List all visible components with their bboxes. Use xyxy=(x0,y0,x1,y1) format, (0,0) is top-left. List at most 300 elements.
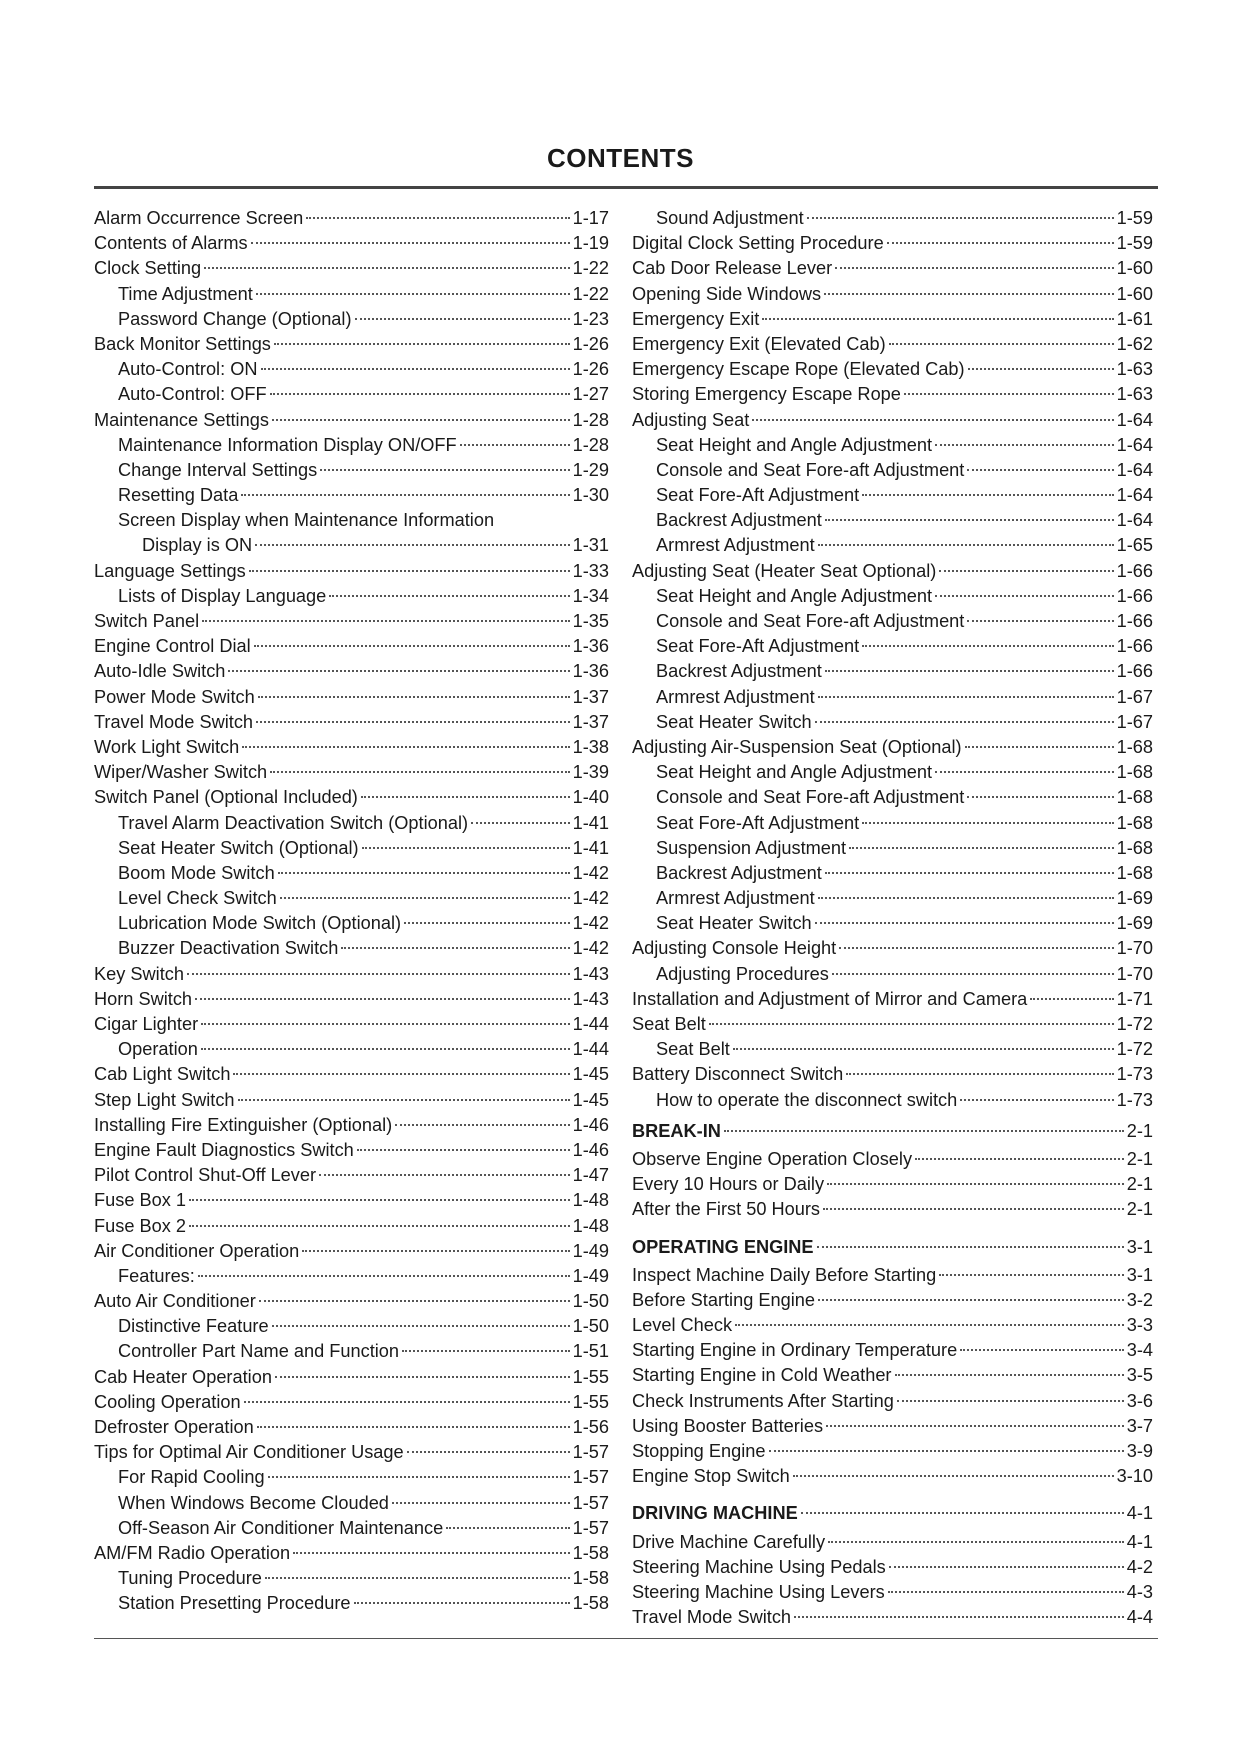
toc-entry-page: 1-50 xyxy=(572,1316,609,1337)
toc-entry-title: Engine Fault Diagnostics Switch xyxy=(94,1139,354,1160)
toc-entry xyxy=(94,1440,609,1465)
dot-leader xyxy=(189,1199,570,1201)
dot-leader xyxy=(201,1023,569,1025)
toc-entry xyxy=(632,836,1153,861)
toc-entry xyxy=(94,357,609,382)
toc-entry-page: 1-47 xyxy=(572,1165,609,1186)
dot-leader xyxy=(818,544,1114,546)
toc-entry-title: Cab Heater Operation xyxy=(94,1366,272,1387)
toc-entry-title: Auto Air Conditioner xyxy=(94,1291,256,1312)
toc-entry-title: After the First 50 Hours xyxy=(632,1199,821,1220)
dot-leader xyxy=(275,1376,570,1378)
toc-entry-title: Auto-Control: OFF xyxy=(118,384,267,405)
dot-leader xyxy=(960,1099,1113,1101)
dot-leader xyxy=(904,393,1114,395)
dot-leader xyxy=(201,1048,570,1050)
dot-leader xyxy=(402,1350,570,1352)
toc-entry-page: 4-2 xyxy=(1126,1556,1153,1577)
toc-entry-title: Lists of Display Language xyxy=(118,585,327,606)
toc-entry-title: Auto-Control: ON xyxy=(118,359,258,380)
toc-entry-title: Cooling Operation xyxy=(94,1391,241,1412)
toc-entry-page: 1-73 xyxy=(1116,1064,1153,1085)
toc-entry-title: Backrest Adjustment xyxy=(656,862,822,883)
toc-entry-page: 1-70 xyxy=(1116,938,1153,959)
toc-entry-page: 1-70 xyxy=(1116,963,1153,984)
toc-entry-page: 1-71 xyxy=(1116,988,1153,1009)
toc-entry xyxy=(94,735,609,760)
dot-leader xyxy=(354,1602,570,1604)
toc-entry-title: Cigar Lighter xyxy=(94,1014,199,1034)
toc-entry xyxy=(632,332,1153,357)
toc-entry xyxy=(632,382,1153,407)
section-heading-page: 4-1 xyxy=(1126,1503,1153,1524)
toc-entry-page: 1-39 xyxy=(572,762,609,783)
dot-leader xyxy=(392,1502,570,1504)
toc-entry xyxy=(94,332,609,357)
toc-entry-page: 1-44 xyxy=(572,1039,609,1060)
dot-leader xyxy=(265,1577,570,1579)
section-heading-title: OPERATING ENGINE xyxy=(632,1236,814,1257)
toc-entry xyxy=(94,1491,609,1516)
toc-entry-page: 1-58 xyxy=(572,1568,609,1589)
dot-leader xyxy=(362,847,570,849)
dot-leader xyxy=(825,670,1114,672)
toc-entry xyxy=(632,433,1153,458)
toc-entry xyxy=(632,357,1153,382)
toc-entry-title: Auto-Idle Switch xyxy=(94,661,226,682)
toc-entry-page: 1-42 xyxy=(572,862,609,883)
toc-entry-page: 1-63 xyxy=(1116,359,1153,380)
toc-entry xyxy=(632,584,1153,609)
toc-entry xyxy=(94,1214,609,1239)
toc-entry-title: Lubrication Mode Switch (Optional) xyxy=(118,913,402,934)
toc-entry xyxy=(94,886,609,911)
toc-entry xyxy=(94,408,609,433)
toc-entry-page: 1-23 xyxy=(572,308,609,329)
toc-entry xyxy=(94,256,609,281)
toc-entry xyxy=(94,685,609,710)
dot-leader xyxy=(965,746,1114,748)
dot-leader xyxy=(407,1451,570,1453)
toc-entry-page: 1-72 xyxy=(1116,1014,1153,1034)
toc-entry-title: Adjusting Procedures xyxy=(656,963,829,984)
toc-entry-page: 1-60 xyxy=(1116,283,1153,304)
toc-entry-page: 1-64 xyxy=(1116,434,1153,455)
dot-leader xyxy=(935,444,1114,446)
toc-entry xyxy=(94,483,609,508)
toc-entry-title: Sound Adjustment xyxy=(656,208,804,228)
dot-leader xyxy=(824,293,1114,295)
toc-entry-title: Every 10 Hours or Daily xyxy=(632,1174,825,1195)
dot-leader xyxy=(329,595,569,597)
toc-entry-page: 1-66 xyxy=(1116,611,1153,631)
toc-entry xyxy=(632,1414,1153,1439)
dot-leader xyxy=(967,796,1113,798)
toc-entry xyxy=(632,911,1153,936)
toc-entry xyxy=(632,458,1153,483)
toc-entry xyxy=(632,1263,1153,1288)
toc-entry-page: 1-38 xyxy=(572,736,609,757)
toc-entry xyxy=(94,533,609,558)
toc-entry-title: Steering Machine Using Levers xyxy=(632,1581,885,1602)
toc-entry-title: Boom Mode Switch xyxy=(118,862,275,883)
toc-entry xyxy=(94,1390,609,1415)
toc-entry xyxy=(632,634,1153,659)
toc-entry-page: 1-59 xyxy=(1116,233,1153,254)
toc-entry xyxy=(94,1088,609,1113)
toc-entry-title: Tips for Optimal Air Conditioner Usage xyxy=(94,1442,404,1463)
toc-entry xyxy=(94,1314,609,1339)
toc-entry-page: 1-42 xyxy=(572,913,609,934)
dot-leader xyxy=(862,494,1113,496)
toc-entry-page: 1-60 xyxy=(1116,258,1153,279)
toc-entry xyxy=(632,609,1153,634)
toc-entry xyxy=(632,1555,1153,1580)
dot-leader xyxy=(238,1099,570,1101)
dot-leader xyxy=(261,368,570,370)
dot-leader xyxy=(471,822,570,824)
toc-entry-page: 1-57 xyxy=(572,1467,609,1488)
toc-entry-page: 3-7 xyxy=(1126,1415,1153,1436)
dot-leader xyxy=(204,267,569,269)
toc-entry xyxy=(94,659,609,684)
toc-entry-page: 4-4 xyxy=(1126,1607,1153,1628)
section-heading xyxy=(632,1501,1153,1526)
toc-entry-title: Contents of Alarms xyxy=(94,233,248,254)
bottom-rule xyxy=(94,1638,1158,1639)
toc-entry-title: Installation and Adjustment of Mirror and Camera xyxy=(632,988,1028,1009)
toc-column-right xyxy=(632,206,1153,1636)
toc-entry-page: 1-41 xyxy=(572,837,609,858)
toc-entry-page: 1-43 xyxy=(572,963,609,984)
toc-entry xyxy=(94,559,609,584)
toc-entry-page: 1-59 xyxy=(1116,208,1153,228)
toc-entry-title: Suspension Adjustment xyxy=(656,837,847,858)
toc-entry-page: 1-41 xyxy=(572,812,609,833)
dot-leader xyxy=(935,595,1114,597)
toc-entry xyxy=(94,1415,609,1440)
toc-entry xyxy=(632,559,1153,584)
dot-leader xyxy=(1030,998,1113,1000)
toc-entry xyxy=(632,1338,1153,1363)
toc-entry xyxy=(94,1113,609,1138)
toc-entry-page: 3-9 xyxy=(1126,1441,1153,1461)
section-heading-page: 3-1 xyxy=(1126,1236,1153,1257)
toc-entry-title: Before Starting Engine xyxy=(632,1289,816,1310)
toc-entry-title: Distinctive Feature xyxy=(118,1316,269,1337)
toc-entry-title: Seat Height and Angle Adjustment xyxy=(656,434,933,455)
dot-leader xyxy=(259,1300,570,1302)
toc-entry xyxy=(94,1138,609,1163)
toc-entry xyxy=(94,1037,609,1062)
toc-entry-title: When Windows Become Clouded xyxy=(118,1492,389,1513)
toc-entry xyxy=(94,382,609,407)
toc-entry xyxy=(632,256,1153,281)
toc-entry-title: Switch Panel xyxy=(94,611,200,631)
dot-leader xyxy=(280,897,570,899)
toc-entry-title: Installing Fire Extinguisher (Optional) xyxy=(94,1114,393,1135)
toc-entry-title: Adjusting Console Height xyxy=(632,938,837,959)
toc-entry xyxy=(94,584,609,609)
toc-entry-page: 2-1 xyxy=(1126,1199,1153,1220)
toc-entry xyxy=(94,1239,609,1264)
dot-leader xyxy=(862,822,1113,824)
toc-entry-page: 1-36 xyxy=(572,661,609,682)
toc-entry xyxy=(94,433,609,458)
toc-entry xyxy=(94,1465,609,1490)
toc-entry-page: 1-66 xyxy=(1116,661,1153,682)
toc-entry-title: Password Change (Optional) xyxy=(118,308,352,329)
dot-leader xyxy=(274,343,570,345)
toc-entry xyxy=(632,1530,1153,1555)
toc-entry-page: 1-27 xyxy=(572,384,609,405)
toc-entry xyxy=(632,1062,1153,1087)
toc-entry-title: Buzzer Deactivation Switch xyxy=(118,938,339,959)
toc-entry-page: 1-69 xyxy=(1116,888,1153,909)
toc-entry-page: 1-29 xyxy=(572,459,609,480)
dot-leader xyxy=(835,267,1113,269)
dot-leader xyxy=(709,1023,1114,1025)
dot-leader xyxy=(278,872,570,874)
toc-entry-page: 1-63 xyxy=(1116,384,1153,405)
toc-entry-title: For Rapid Cooling xyxy=(118,1467,265,1488)
toc-entry-title: Seat Fore-Aft Adjustment xyxy=(656,636,860,657)
dot-leader xyxy=(189,1225,570,1227)
toc-entry-page: 1-26 xyxy=(572,333,609,354)
toc-entry xyxy=(94,508,609,533)
toc-entry-page: 3-4 xyxy=(1126,1340,1153,1361)
toc-entry-title: Station Presetting Procedure xyxy=(118,1593,351,1614)
toc-entry-page: 1-68 xyxy=(1116,762,1153,783)
dot-leader xyxy=(233,1073,569,1075)
toc-entry xyxy=(94,836,609,861)
dot-leader xyxy=(889,1566,1124,1568)
dot-leader xyxy=(827,1183,1124,1185)
toc-entry xyxy=(632,1363,1153,1388)
toc-entry-title: Display is ON xyxy=(142,535,253,556)
toc-entry xyxy=(632,710,1153,735)
toc-entry-page: 4-3 xyxy=(1126,1581,1153,1602)
toc-entry-title: Seat Fore-Aft Adjustment xyxy=(656,812,860,833)
toc-entry-page: 1-67 xyxy=(1116,686,1153,707)
toc-entry-page: 3-10 xyxy=(1116,1466,1153,1487)
toc-entry-page: 1-67 xyxy=(1116,711,1153,732)
toc-entry-page: 3-2 xyxy=(1126,1289,1153,1310)
toc-entry-page: 1-57 xyxy=(572,1517,609,1538)
toc-entry-page: 1-58 xyxy=(572,1593,609,1614)
toc-entry xyxy=(632,1464,1153,1489)
dot-leader xyxy=(888,1591,1124,1593)
toc-entry xyxy=(632,1147,1153,1172)
toc-entry xyxy=(632,962,1153,987)
dot-leader xyxy=(839,947,1113,949)
dot-leader xyxy=(832,973,1114,975)
dot-leader xyxy=(355,318,570,320)
dot-leader xyxy=(357,1149,570,1151)
toc-entry-title: Travel Mode Switch xyxy=(632,1607,792,1628)
toc-entry xyxy=(94,911,609,936)
toc-entry xyxy=(94,936,609,961)
toc-entry-title: Cab Door Release Lever xyxy=(632,258,833,279)
toc-entry-page: 1-17 xyxy=(572,208,609,228)
toc-entry-title: How to operate the disconnect switch xyxy=(656,1089,958,1110)
toc-entry-page: 1-43 xyxy=(572,988,609,1009)
toc-entry-title: Horn Switch xyxy=(94,988,193,1009)
toc-entry-page: 3-3 xyxy=(1126,1315,1153,1336)
dot-leader xyxy=(793,1475,1114,1477)
toc-entry-title: Observe Engine Operation Closely xyxy=(632,1148,913,1169)
toc-entry-title: Key Switch xyxy=(94,963,184,984)
toc-entry-title: Seat Heater Switch xyxy=(656,913,812,934)
section-heading xyxy=(632,1119,1153,1144)
toc-entry-title: Air Conditioner Operation xyxy=(94,1240,300,1261)
toc-entry-title: Engine Control Dial xyxy=(94,636,251,657)
dot-leader xyxy=(752,419,1113,421)
dot-leader xyxy=(254,645,570,647)
toc-entry xyxy=(94,760,609,785)
dot-leader xyxy=(815,922,1114,924)
dot-leader xyxy=(769,1450,1124,1452)
toc-entry-page: 1-46 xyxy=(572,1114,609,1135)
toc-entry xyxy=(94,1541,609,1566)
toc-entry-title: AM/FM Radio Operation xyxy=(94,1542,291,1563)
toc-entry-page: 1-55 xyxy=(572,1366,609,1387)
toc-entry xyxy=(632,1605,1153,1630)
toc-entry-page: 1-57 xyxy=(572,1442,609,1463)
toc-entry-title: Fuse Box 2 xyxy=(94,1215,186,1236)
toc-entry-title: Emergency Exit (Elevated Cab) xyxy=(632,333,886,354)
toc-entry-title: Seat Heater Switch xyxy=(656,711,812,732)
toc-entry xyxy=(632,936,1153,961)
toc-entry-page: 1-42 xyxy=(572,938,609,959)
dot-leader xyxy=(815,721,1114,723)
toc-entry-title: Drive Machine Carefully xyxy=(632,1531,826,1552)
toc-entry-title: Using Booster Batteries xyxy=(632,1415,824,1436)
dot-leader xyxy=(818,897,1114,899)
toc-entry-page: 1-65 xyxy=(1116,535,1153,556)
toc-entry-page: 2-1 xyxy=(1126,1174,1153,1195)
toc-entry xyxy=(632,508,1153,533)
toc-entry-title: Battery Disconnect Switch xyxy=(632,1064,844,1085)
dot-leader xyxy=(272,419,570,421)
toc-entry xyxy=(632,987,1153,1012)
toc-entry-title: Starting Engine in Ordinary Temperature xyxy=(632,1340,958,1361)
toc-entry xyxy=(632,231,1153,256)
toc-entry-title: Backrest Adjustment xyxy=(656,661,822,682)
toc-entry-page: 1-68 xyxy=(1116,736,1153,757)
toc-entry xyxy=(94,962,609,987)
dot-leader xyxy=(915,1158,1124,1160)
toc-entry-title: Time Adjustment xyxy=(118,283,253,304)
dot-leader xyxy=(228,670,569,672)
toc-entry-title: Maintenance Information Display ON/OFF xyxy=(118,434,457,455)
toc-entry-title: Tuning Procedure xyxy=(118,1568,262,1589)
toc-entry-page: 1-48 xyxy=(572,1215,609,1236)
toc-entry-page: 1-34 xyxy=(572,585,609,606)
toc-entry-page: 1-33 xyxy=(572,560,609,581)
toc-entry-title: Travel Alarm Deactivation Switch (Optional) xyxy=(118,812,469,833)
toc-entry-page: 1-31 xyxy=(572,535,609,556)
toc-entry xyxy=(94,1591,609,1616)
toc-entry-page: 1-64 xyxy=(1116,459,1153,480)
toc-entry xyxy=(632,1580,1153,1605)
toc-entry-title: Operation xyxy=(118,1039,198,1060)
toc-entry-page: 1-49 xyxy=(572,1265,609,1286)
dot-leader xyxy=(404,922,570,924)
toc-entry xyxy=(632,408,1153,433)
toc-entry xyxy=(94,634,609,659)
toc-entry xyxy=(632,206,1153,231)
dot-leader xyxy=(272,1325,570,1327)
toc-entry-title: Off-Season Air Conditioner Maintenance xyxy=(118,1517,444,1538)
toc-entry xyxy=(632,282,1153,307)
toc-entry-page: 1-73 xyxy=(1116,1089,1153,1110)
dot-leader xyxy=(735,1324,1124,1326)
toc-entry xyxy=(94,987,609,1012)
section-heading xyxy=(632,1235,1153,1260)
toc-entry-page: 1-68 xyxy=(1116,787,1153,808)
toc-entry-page: 2-1 xyxy=(1126,1148,1153,1169)
toc-entry-title: Engine Stop Switch xyxy=(632,1466,790,1487)
toc-entry-page: 1-26 xyxy=(572,359,609,380)
toc-entry-title: Backrest Adjustment xyxy=(656,510,822,531)
dot-leader xyxy=(195,998,570,1000)
toc-entry-title: Fuse Box 1 xyxy=(94,1190,186,1211)
toc-entry-page: 1-37 xyxy=(572,686,609,707)
dot-leader xyxy=(270,771,569,773)
toc-entry-page: 1-66 xyxy=(1116,636,1153,657)
toc-entry xyxy=(632,1197,1153,1222)
dot-leader xyxy=(187,973,570,975)
dot-leader xyxy=(807,217,1114,219)
toc-entry-page: 3-6 xyxy=(1126,1390,1153,1411)
dot-leader xyxy=(251,242,570,244)
toc-entry xyxy=(94,1516,609,1541)
toc-entry-title: Emergency Exit xyxy=(632,308,760,329)
toc-entry-title: Seat Heater Switch (Optional) xyxy=(118,837,359,858)
toc-entry-page: 1-40 xyxy=(572,787,609,808)
toc-entry-title: Stopping Engine xyxy=(632,1441,766,1461)
dot-leader xyxy=(258,696,570,698)
toc-entry xyxy=(94,1339,609,1364)
toc-entry xyxy=(94,1289,609,1314)
toc-entry-title: Adjusting Seat xyxy=(632,409,750,430)
toc-entry xyxy=(632,307,1153,332)
dot-leader xyxy=(849,847,1114,849)
dot-leader xyxy=(256,721,570,723)
dot-leader xyxy=(361,796,570,798)
toc-entry-page: 1-30 xyxy=(572,485,609,506)
dot-leader xyxy=(268,1476,570,1478)
dot-leader xyxy=(319,1174,570,1176)
toc-entry-page: 1-62 xyxy=(1116,333,1153,354)
toc-entry xyxy=(94,1365,609,1390)
toc-entry-page: 1-56 xyxy=(572,1417,609,1437)
toc-entry-title: Power Mode Switch xyxy=(94,686,255,707)
dot-leader xyxy=(817,1246,1124,1248)
toc-entry xyxy=(94,1062,609,1087)
toc-entry xyxy=(94,609,609,634)
toc-entry xyxy=(632,1037,1153,1062)
dot-leader xyxy=(939,570,1113,572)
section-heading-title: BREAK-IN xyxy=(632,1120,721,1141)
toc-entry-title: Work Light Switch xyxy=(94,736,240,757)
toc-entry-page: 1-66 xyxy=(1116,585,1153,606)
dot-leader xyxy=(825,519,1114,521)
toc-entry-title: Console and Seat Fore-aft Adjustment xyxy=(656,787,965,808)
dot-leader xyxy=(826,1425,1124,1427)
dot-leader xyxy=(967,469,1113,471)
